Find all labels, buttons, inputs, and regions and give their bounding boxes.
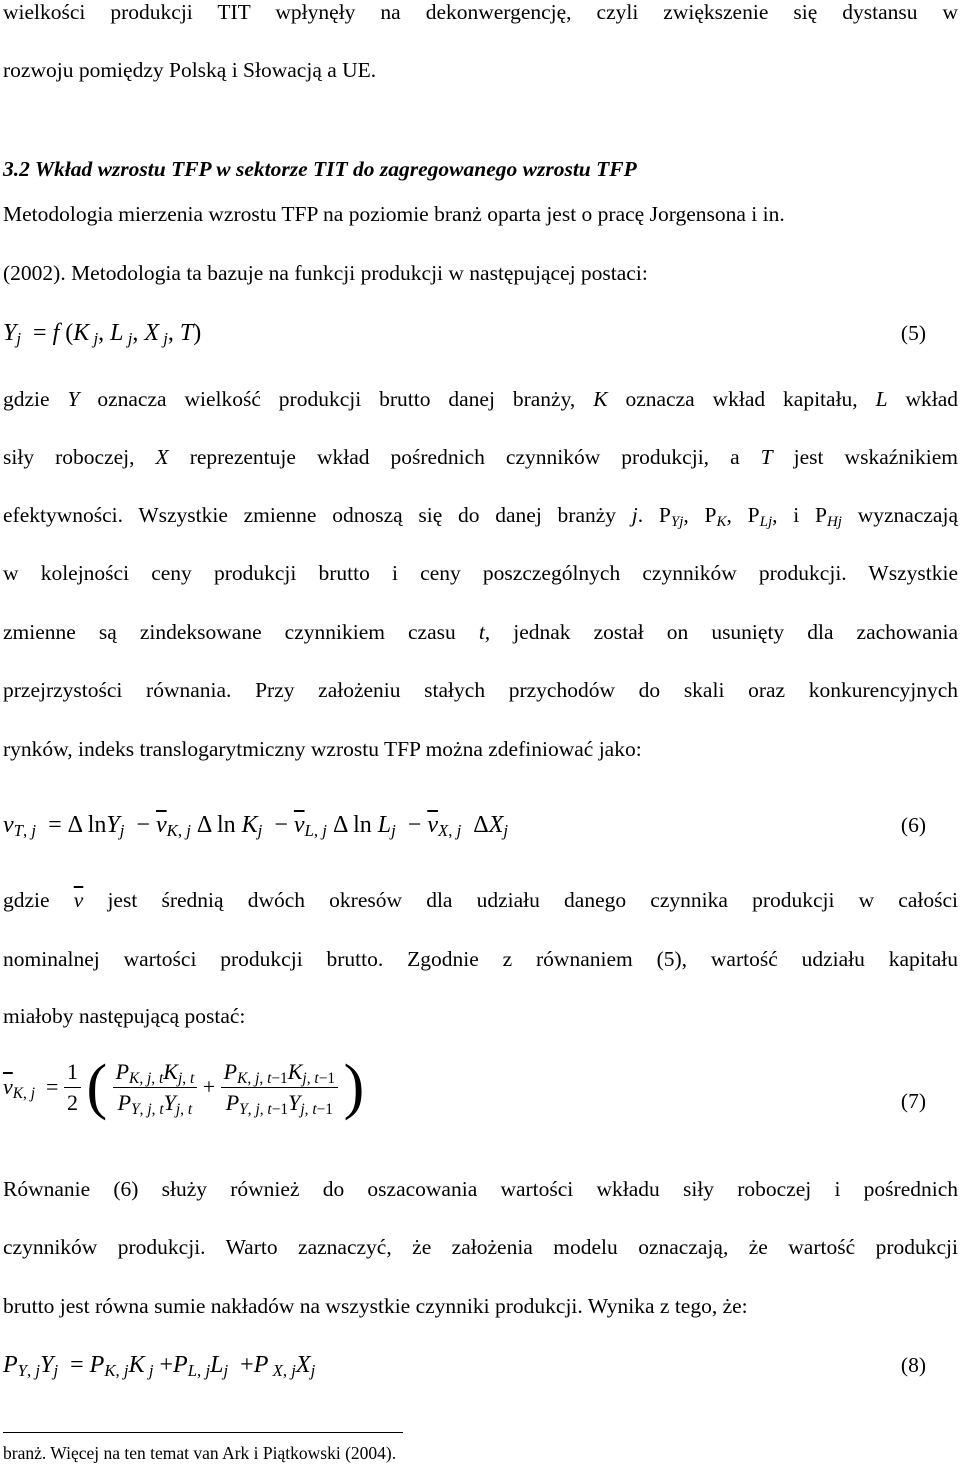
text-line: Równanie (6) służy również do oszacowania wartości wkładu siły roboczej i pośrednich xyxy=(3,1177,958,1201)
equation-number: (5) xyxy=(900,321,926,345)
text-line: siły roboczej, X reprezentuje wkład pośrednich czynników produkcji, a T jest wskaźnikiem xyxy=(3,445,958,469)
equation-number: (7) xyxy=(900,1089,926,1113)
text-line: nominalnej wartości produkcji brutto. Zgodnie z równaniem (5), wartość udziału kapitału xyxy=(3,947,958,971)
text-line: (2002). Metodologia ta bazuje na funkcji produkcji w następującej postaci: xyxy=(3,261,648,285)
section-heading: 3.2 Wkład wzrostu TFP w sektorze TIT do zagregowanego wzrostu TFP xyxy=(3,157,637,181)
text-line: gdzie $\overline{v}$ jest średnią dwóch okresów dla udziału danego czynnika produkcji w całości xyxy=(3,888,959,912)
equation-8: $P_{Y, j}Y_j = P_{K, j}K$ $_j +P_{L, j}L_j +P$ $_{X, j}X_j$ xyxy=(3,1352,316,1380)
footnote-divider xyxy=(3,1432,403,1433)
text-line: efektywności. Wszystkie zmienne odnoszą się do danej branży j. $P_{Yj}$, $P_K$, $P_{Lj}$, i $P_{Hj}$ wyznaczają xyxy=(3,503,958,530)
text-line: rynków, indeks translogarytmiczny wzrostu TFP można zdefiniować jako: xyxy=(3,737,642,761)
text-line: w kolejności ceny produkcji brutto i ceny poszczególnych czynników produkcji. Wszystkie xyxy=(3,561,958,585)
footnote-text: branż. Więcej na ten temat van Ark i Piątkowski (2004). xyxy=(3,1443,397,1463)
text-line: zmienne są zindeksowane czynnikiem czasu t, jednak został on usunięty dla zachowania xyxy=(3,620,958,644)
equation-number: (6) xyxy=(900,813,926,837)
text-line: rozwoju pomiędzy Polską i Słowacją a UE. xyxy=(3,58,377,82)
text-line: wielkości produkcji TIT wpłynęły na dekonwergencję, czyli zwiększenie się dystansu w xyxy=(3,0,958,24)
equation-5: $Y_j = f$ (K $_j$, L $_j$, X $_j$, T) xyxy=(3,320,202,348)
equation-number: (8) xyxy=(900,1353,926,1377)
text-line: Metodologia mierzenia wzrostu TFP na poziomie branż oparta jest o pracę Jorgensona i in. xyxy=(3,202,785,226)
text-line: brutto jest równa sumie nakładów na wszystkie czynniki produkcji. Wynika z tego, że: xyxy=(3,1294,748,1318)
text-line: przejrzystości równania. Przy założeniu stałych przychodów do skali oraz konkurencyjnych xyxy=(3,678,958,702)
equation-7: $\overline{v}_{K, j}$ = $\frac{1}{2}$ ( $\frac{P_{K, j, t}K_{j, t}}{P_{Y, j, t}Y_{j, t}}$ + $\frac{P_{K, j, t-1}K_{j, t-1}}{P_{Y, j, t-1}Y_{j, t-1}}$ ) xyxy=(3,1053,365,1121)
equation-6: $v_{T, j} = \Delta$ $\ln Y_j - \overline{v}_{K, j}$ Δ $\ln K_j - \overline{v}_{L, j}$ Δ $\ln L_j - \overline{v}_{X, j}$ $\Delta X_j$ xyxy=(3,812,509,840)
text-line: czynników produkcji. Warto zaznaczyć, że założenia modelu oznaczają, że wartość produkcji xyxy=(3,1235,958,1259)
text-line: miałoby następującą postać: xyxy=(3,1004,246,1028)
text-line: gdzie Y oznacza wielkość produkcji brutto danej branży, K oznacza wkład kapitału, L wkład xyxy=(3,387,958,411)
